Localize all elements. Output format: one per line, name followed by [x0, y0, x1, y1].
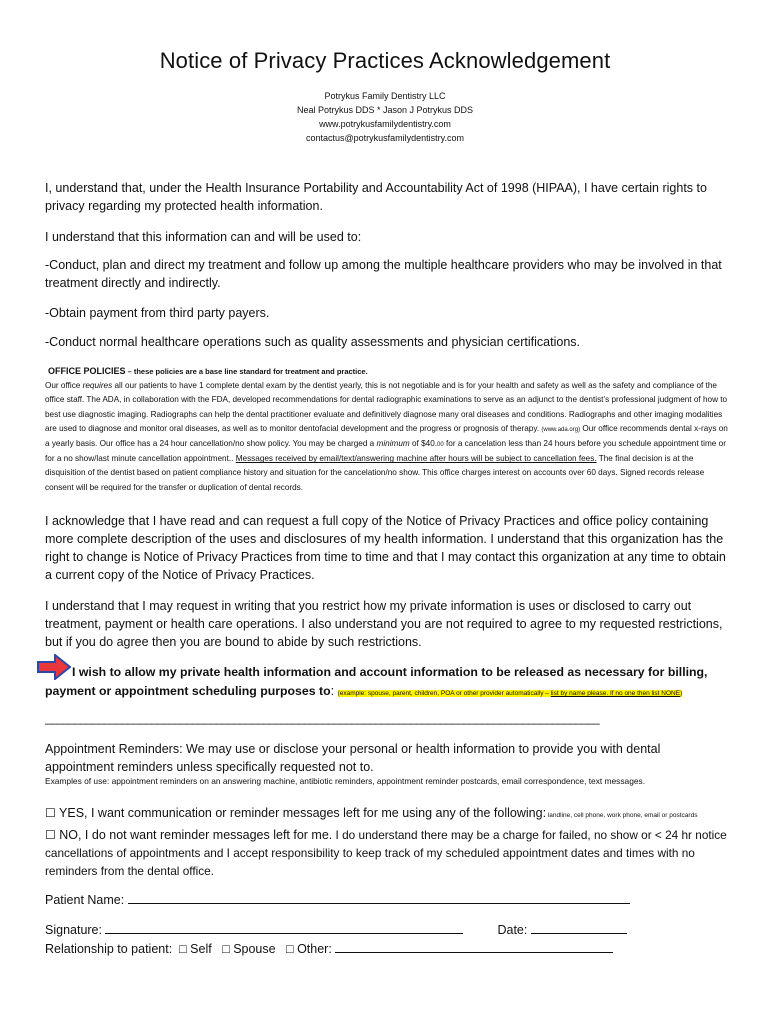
- restriction-paragraph: I understand that I may request in writing that you restrict how my private information is uses or disclosed to carry out treatment, payment or health care operations. I also understand you are not required to agree to my requested restrictions, but if you do agree then you are bound to abide by such restrictions.: [45, 599, 723, 649]
- policies-heading: OFFICE POLICIES: [48, 366, 126, 376]
- usage-operations: -Conduct normal healthcare operations such as quality assessments and physician certifications.: [45, 335, 580, 349]
- usage-intro: I understand that this information can and will be used to:: [45, 230, 362, 244]
- policies-text-3: Our office recommends dental x-rays on a yearly basis. Our office has a 24 hour cancellation/no show policy. You may be charged a: [45, 423, 728, 449]
- other-checkbox[interactable]: □: [286, 942, 294, 956]
- release-example-highlight: [338, 690, 683, 697]
- release-purposes-label: payment or appointment scheduling purposes to: [45, 684, 331, 698]
- usage-payment: -Obtain payment from third party payers.: [45, 306, 270, 320]
- acknowledge-paragraph: I acknowledge that I have read and can request a full copy of the Notice of Privacy Practices and office policy containing more complete description of the uses and disclosures of my health information. I understand that this organization has the right to change is Notice of Privacy Practices from time to time and that I may contact this organization at any time to obtain a current copy of the Notice of Privacy Practices.: [45, 514, 726, 582]
- ada-reference: (www.ada.org): [541, 426, 581, 433]
- yes-checkbox[interactable]: ☐: [45, 806, 56, 820]
- signature-label: Signature:: [45, 923, 102, 937]
- release-line-1: I wish to allow my private health information and account information to be released as necessary for billing,: [72, 665, 708, 679]
- no-checkbox[interactable]: ☐: [45, 828, 56, 842]
- policies-text-5: for a cancelation less than 24 hours before you schedule appointment time or for a no show/last minute cancellation appointment..: [45, 439, 726, 464]
- relationship-row: [45, 940, 730, 958]
- page-title: Notice of Privacy Practices Acknowledgement: [159, 48, 611, 73]
- hipaa-paragraph: I, understand that, under the Health Insurance Portability and Accountability Act of 1998 (HIPAA), I have certain rights to privacy regarding my protected health information.: [45, 181, 707, 213]
- release-names-field[interactable]: ______________________________________________________________________________________________: [45, 713, 600, 725]
- no-label: NO, I do not want reminder messages left for me.: [55, 828, 333, 842]
- policies-text: [45, 379, 730, 495]
- policies-fee: of $40.: [409, 439, 438, 449]
- release-example-instruction: list by name please. If no one then list NONE: [550, 690, 681, 697]
- signature-field[interactable]: [105, 922, 463, 934]
- doctor-names: Neal Potrykus DDS * Jason J Potrykus DDS: [296, 105, 474, 115]
- other-label: Other:: [297, 942, 332, 956]
- policies-text-2: all our patients to have 1 complete dental exam by the dentist yearly, this is not negotiable and is for your health and safety as well as the safety and compliance of the office staff. The ADA, in collaboration with the FDA, developed recommendations for dental radiographic examinations to serve as an adjunct to the dentist’s professional judgment of how to best use diagnostic imaging. Radiographs can help the dental practitioner evaluate and definitively diagnose many oral diseases and conditions. Radiographs and other imaging modalities are used to diagnose and monitor oral diseases, as well as to monitor dentofacial development and the progress or prognosis of therapy.: [45, 381, 728, 433]
- no-disclaimer: I do understand there may be a charge for failed, no show or < 24 hr notice cancellations of appointments and I accept responsibility to keep track of my scheduled appointment dates and times with no reminders from the dental office.: [45, 828, 727, 878]
- yes-label: YES, I want communication or reminder messages left for me using any of the following:: [55, 806, 547, 820]
- patient-name-row: [45, 891, 730, 909]
- relationship-label: Relationship to patient:: [45, 942, 173, 956]
- reminders-paragraph: Appointment Reminders: We may use or disclose your personal or health information to provide you with dental appointment reminders unless specifically requested not to.: [45, 742, 661, 774]
- policies-heading-note: – these policies are a base line standard for treatment and practice.: [125, 367, 368, 376]
- patient-name-field[interactable]: [128, 892, 630, 904]
- other-relationship-field[interactable]: [335, 941, 613, 953]
- signature-row: [45, 921, 730, 939]
- release-line-2: [45, 682, 730, 703]
- reminders-examples: Examples of use: appointment reminders on an answering machine, antibiotic reminders, appointment reminder postcards, email correspondence, text messages.: [45, 776, 646, 786]
- policies-emphasis-minimum: minimum: [376, 439, 410, 449]
- spouse-checkbox[interactable]: □: [222, 942, 230, 956]
- date-label: Date:: [497, 923, 528, 937]
- office-policies: [45, 364, 730, 495]
- policies-emphasis-requires: requires: [82, 381, 113, 391]
- self-checkbox[interactable]: □: [179, 942, 187, 956]
- date-field[interactable]: [531, 922, 627, 934]
- policies-fee-cents: 00: [437, 442, 444, 449]
- practice-email: contactus@potrykusfamilydentistry.com: [305, 133, 465, 143]
- reminders-yes-option[interactable]: [45, 804, 730, 825]
- policies-cancellation-warning: Messages received by email/text/answering machine after hours will be subject to cancellation fees.: [235, 454, 597, 464]
- practice-website: www.potrykusfamilydentistry.com: [319, 119, 451, 129]
- self-label: Self: [190, 942, 212, 956]
- release-colon: :: [330, 684, 335, 698]
- arrow-right-icon: [37, 654, 71, 680]
- reminders-no-option[interactable]: [45, 826, 730, 880]
- patient-name-label: Patient Name:: [45, 893, 125, 907]
- release-example: (example: spouse, parent, children, POA or other provider automatically –: [337, 690, 551, 697]
- usage-treatment: -Conduct, plan and direct my treatment and follow up among the multiple healthcare providers who may be involved in that treatment directly and indirectly.: [45, 258, 722, 290]
- yes-contact-methods: landline, cell phone, work phone, email or postcards: [546, 812, 698, 819]
- spouse-label: Spouse: [233, 942, 276, 956]
- release-example-end: ): [680, 690, 683, 697]
- policies-text-7: The final decision is at the disquisition of the dentist based on patient compliance history and situation for the cancelation/no show. This office charges interest on accounts over 60 days. Signed records release consent will be required for the transfer or duplication of dental records.: [45, 454, 705, 492]
- policies-text-1: Our office: [45, 381, 83, 391]
- practice-name: Potrykus Family Dentistry LLC: [324, 91, 446, 101]
